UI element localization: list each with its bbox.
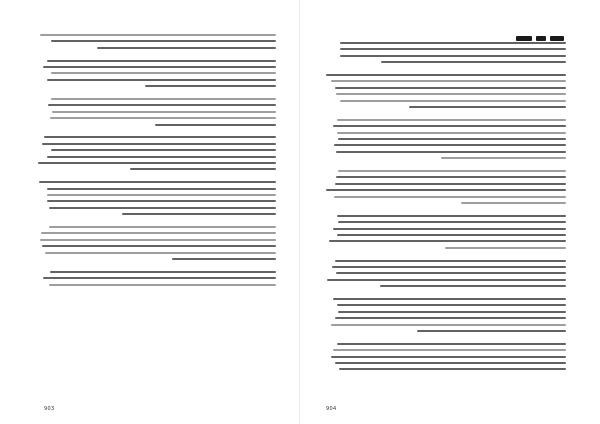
text-line [335, 87, 566, 89]
text-line [47, 188, 276, 190]
text-line [334, 144, 566, 146]
text-line [329, 240, 566, 242]
text-line [337, 215, 566, 217]
text-line [333, 298, 566, 300]
text-line [155, 124, 276, 126]
text-line [47, 194, 276, 196]
text-line [336, 176, 566, 178]
text-line [52, 111, 276, 113]
text-line [337, 304, 566, 306]
text-line [335, 260, 566, 262]
text-line [49, 284, 276, 286]
text-line [50, 117, 276, 119]
text-line [145, 85, 276, 87]
text-line [331, 324, 566, 326]
text-line [337, 234, 566, 236]
text-line [380, 285, 566, 287]
text-line [45, 252, 276, 254]
text-line [48, 104, 276, 106]
text-line [417, 330, 566, 332]
text-line [445, 247, 566, 249]
text-line [338, 170, 566, 172]
text-line [333, 228, 566, 230]
text-line [122, 213, 276, 215]
text-line [409, 106, 566, 108]
text-line [335, 317, 566, 319]
text-line [172, 258, 276, 260]
text-line [333, 125, 566, 127]
text-line [340, 100, 566, 102]
text-line [43, 66, 276, 68]
text-line [336, 151, 566, 153]
text-line [332, 266, 566, 268]
text-line [49, 226, 276, 228]
right-page [300, 0, 600, 424]
text-line [47, 79, 276, 81]
text-line [40, 239, 276, 241]
text-line [335, 362, 566, 364]
text-line [97, 47, 276, 49]
text-line [44, 136, 276, 138]
text-line [337, 132, 566, 134]
text-line [336, 93, 566, 95]
right-text-block [328, 34, 566, 374]
text-line [42, 245, 276, 247]
text-line [51, 40, 276, 42]
left-page-number: 903 [44, 406, 55, 412]
text-line [327, 279, 566, 281]
text-line [326, 189, 566, 191]
text-line [336, 272, 566, 274]
text-line [38, 162, 276, 164]
text-line [339, 368, 566, 370]
text-line [50, 271, 276, 273]
text-line [47, 156, 276, 158]
text-line [335, 183, 566, 185]
text-line [43, 277, 276, 279]
text-line [39, 181, 276, 183]
text-line [338, 311, 566, 313]
text-line [40, 34, 276, 36]
text-line [337, 119, 566, 121]
text-line [47, 200, 276, 202]
text-line [51, 149, 276, 151]
text-line [337, 343, 566, 345]
text-line [381, 61, 566, 63]
text-line [338, 221, 566, 223]
text-line [42, 143, 276, 145]
text-line [331, 356, 566, 358]
text-line [51, 98, 276, 100]
text-line [333, 349, 566, 351]
text-line [441, 157, 566, 159]
text-line [338, 138, 566, 140]
text-line [130, 168, 276, 170]
text-line [461, 202, 566, 204]
text-line [331, 80, 566, 82]
text-line [340, 55, 566, 57]
text-line [41, 232, 276, 234]
text-line [49, 207, 276, 209]
text-line [47, 60, 276, 62]
right-page-number: 904 [326, 406, 337, 412]
text-line [340, 42, 566, 44]
text-line [340, 48, 566, 50]
text-line [326, 74, 566, 76]
text-line [334, 196, 566, 198]
left-text-block [38, 34, 276, 374]
text-line [51, 72, 276, 74]
